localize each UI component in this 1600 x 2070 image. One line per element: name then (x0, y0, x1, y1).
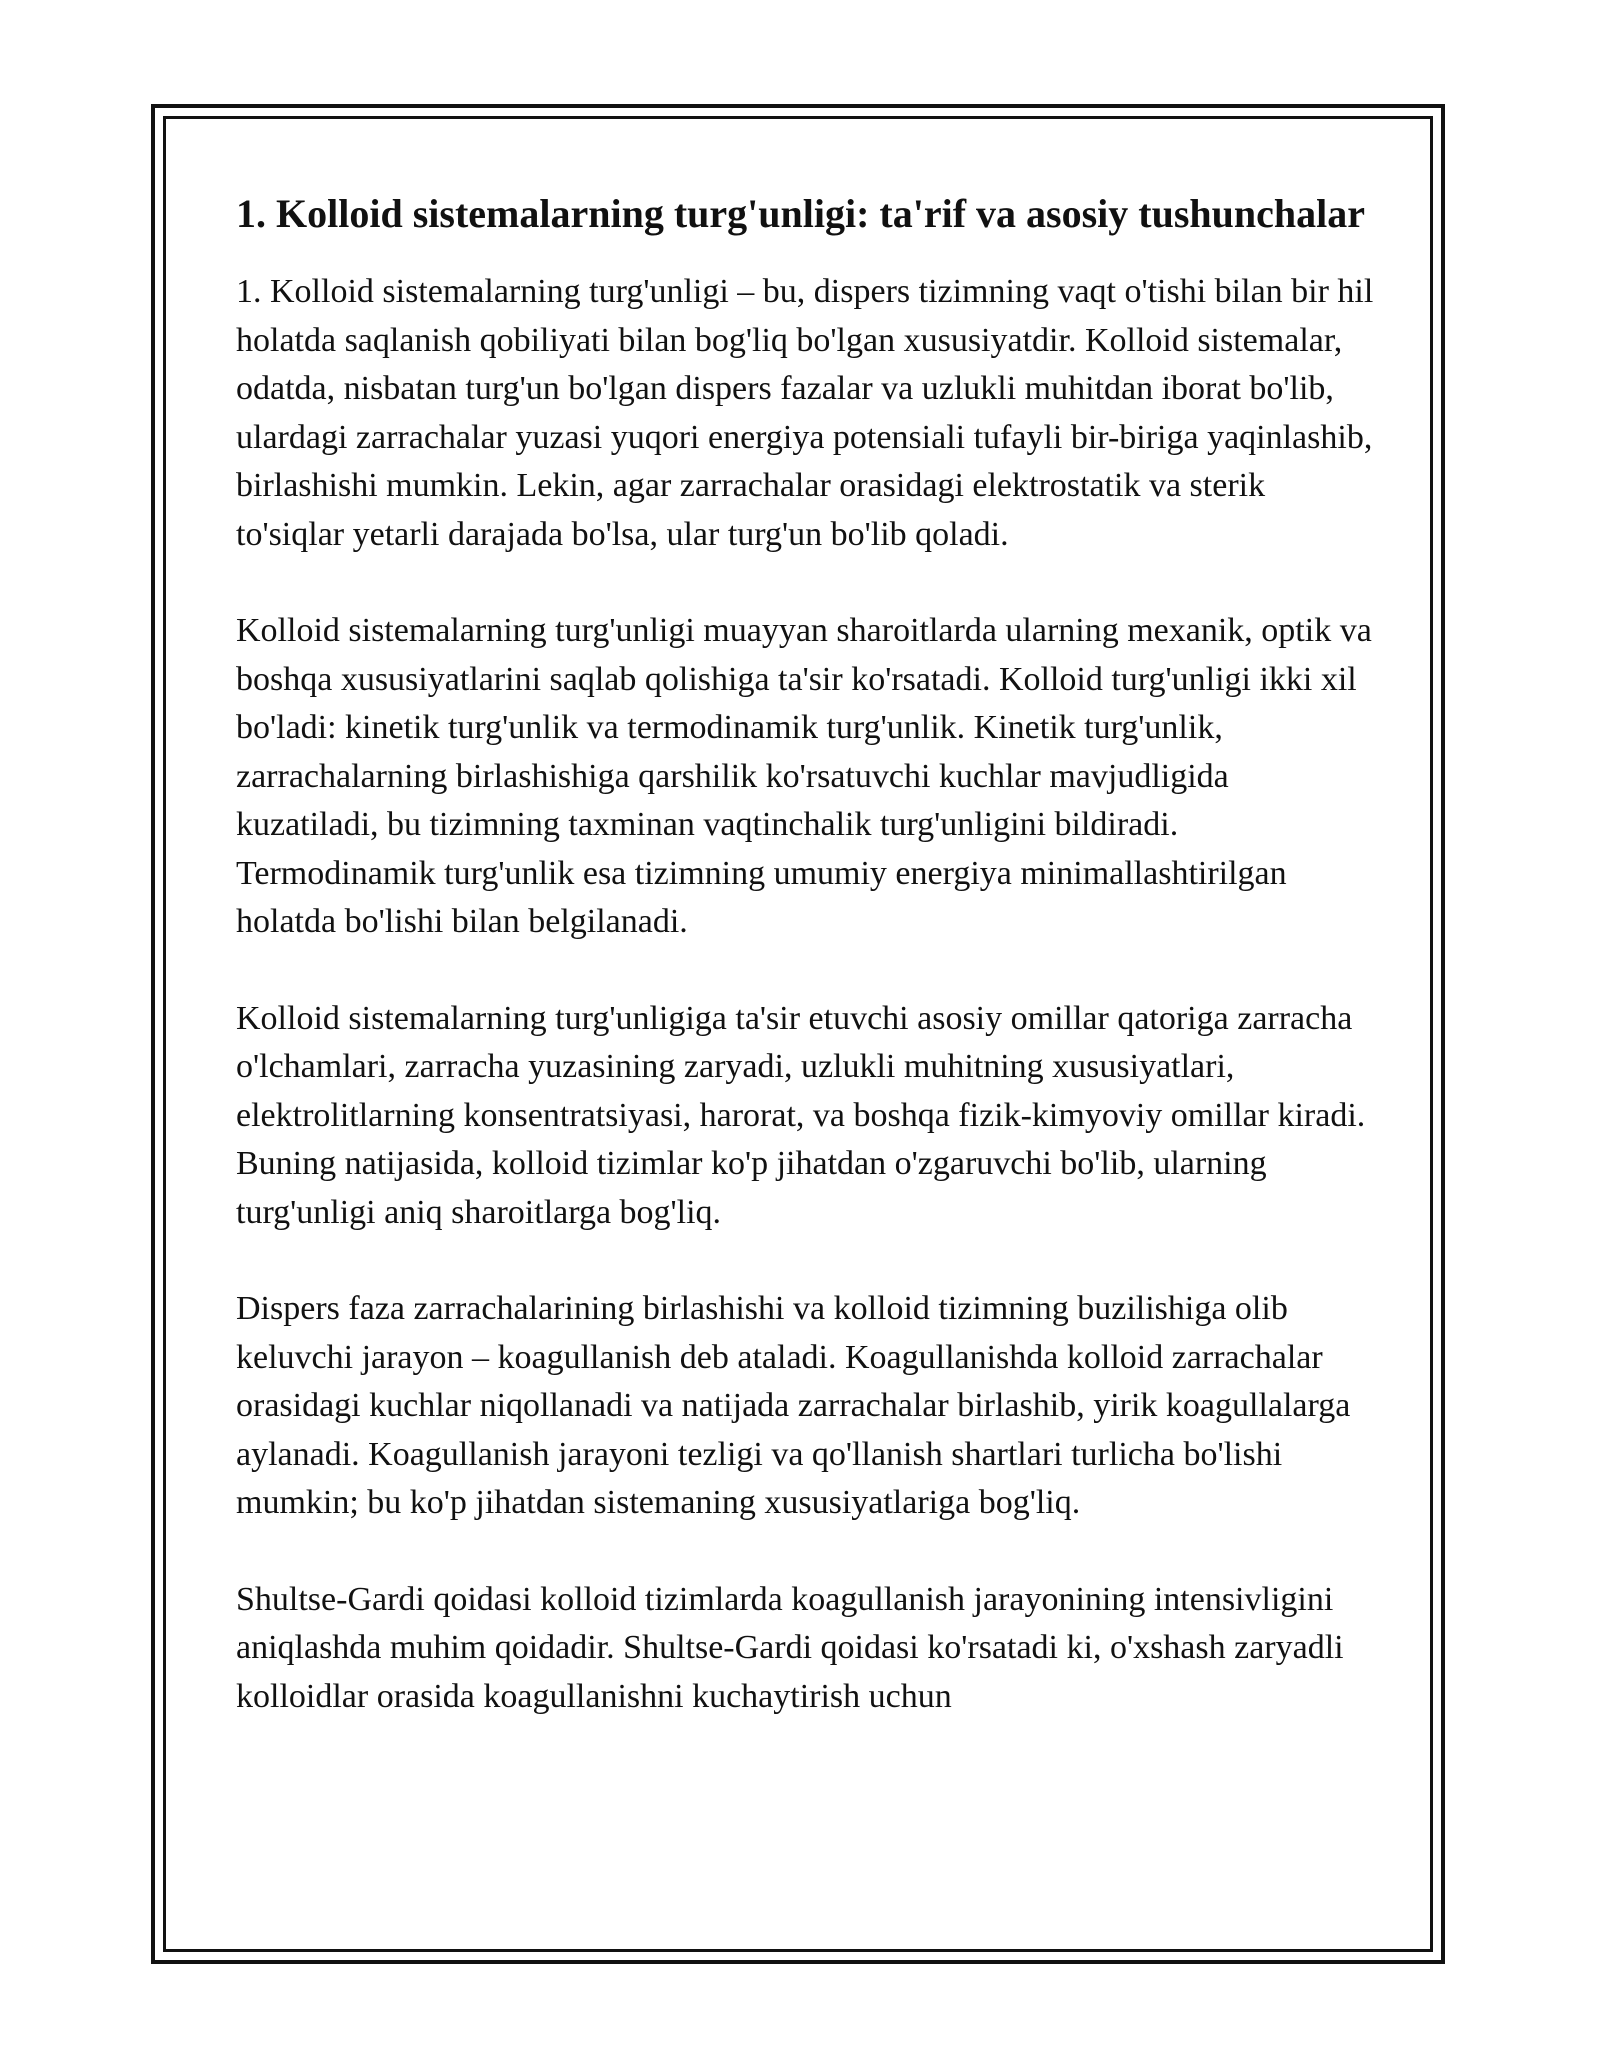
paragraph-4: Dispers faza zarrachalarining birlashishi va kolloid tizimning buzilishiga olib keluvchi jarayon – koagullanish deb ataladi. Koagullanishda kolloid zarrachalar orasidagi kuchlar niqollanadi va natijada zarrachalar birlashib, yirik koagullalarga aylanadi. Koagullanish jarayoni tezligi va qo'llanish shartlari turlicha bo'lishi mumkin; bu ko'p jihatdan sistemaning xususiyatlariga bog'liq. (236, 1290, 1351, 1521)
paragraph-5: Shultse-Gardi qoidasi kolloid tizimlarda koagullanish jarayonining intensivligini aniqlashda muhim qoidadir. Shultse-Gardi qoidasi ko'rsatadi ki, o'xshash zaryadli kolloidlar orasida koagullanishni kuchaytirish uchun (236, 1580, 1344, 1715)
paragraph-2: Kolloid sistemalarning turg'unligi muayyan sharoitlarda ularning mexanik, optik va boshqa xususiyatlarini saqlab qolishiga ta'sir ko'rsatadi. Kolloid turg'unligi ikki xil bo'ladi: kinetik turg'unlik va termodinamik turg'unlik. Kinetik turg'unlik, zarrachalarning birlashishiga qarshilik ko'rsatuvchi kuchlar mavjudligida kuzatiladi, bu tizimning taxminan vaqtinchalik turg'unligini bildiradi. Termodinamik turg'unlik esa tizimning umumiy energiya minimallashtirilgan holatda bo'lishi bilan belgilanadi. (236, 612, 1372, 940)
document-body (236, 186, 1376, 1769)
paragraph-3: Kolloid sistemalarning turg'unligiga ta'sir etuvchi asosiy omillar qatoriga zarracha o'lchamlari, zarracha yuzasining zaryadi, uzlukli muhitning xususiyatlari, elektrolitlarning konsentratsiyasi, harorat, va boshqa fizik-kimyoviy omillar kiradi. Buning natijasida, kolloid tizimlar ko'p jihatdan o'zgaruvchi bo'lib, ularning turg'unligi aniq sharoitlarga bog'liq. (236, 999, 1366, 1231)
section-heading: 1. Kolloid sistemalarning turg'unligi: ta'rif va asosiy tushunchalar (236, 191, 1366, 236)
paragraph-1: 1. Kolloid sistemalarning turg'unligi – bu, dispers tizimning vaqt o'tishi bilan bir hil holatda saqlanish qobiliyati bilan bog'liq bo'lgan xususiyatdir. Kolloid sistemalar, odatda, nisbatan turg'un bo'lgan dispers fazalar va uzlukli muhitdan iborat bo'lib, ulardagi zarrachalar yuzasi yuqori energiya potensiali tufayli bir-biriga yaqinlashib, birlashishi mumkin. Lekin, agar zarrachalar orasidagi elektrostatik va sterik to'siqlar yetarli darajada bo'lsa, ular turg'un bo'lib qoladi. (236, 273, 1374, 553)
